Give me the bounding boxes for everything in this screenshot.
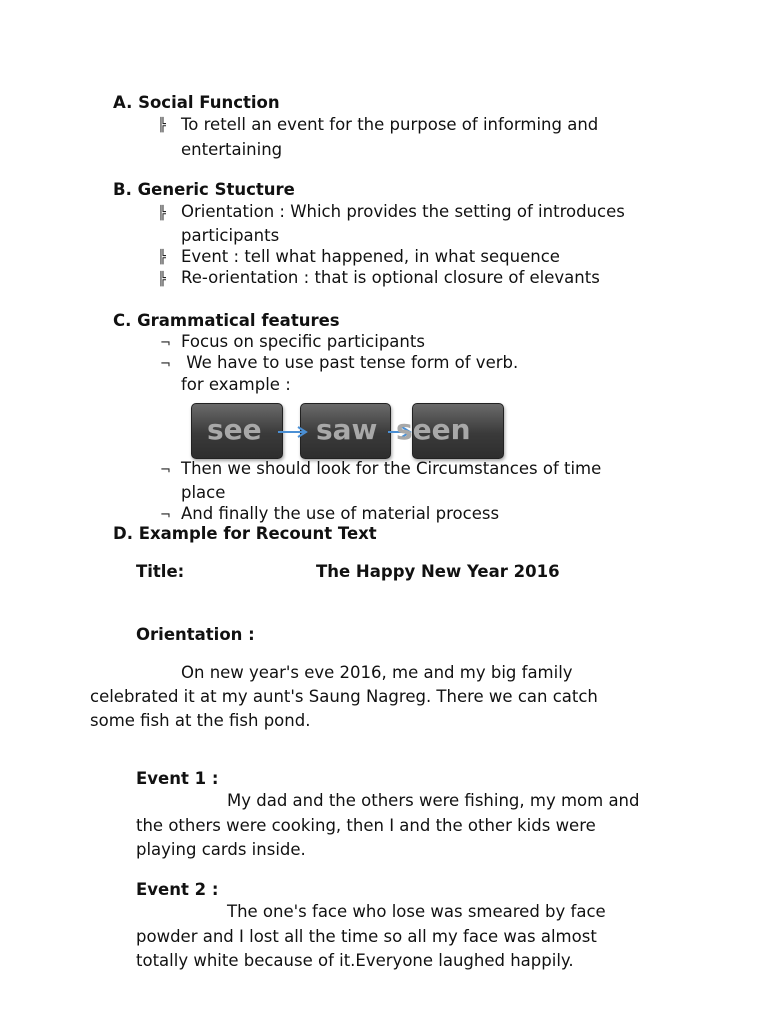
event-1-line-3: playing cards inside.: [136, 840, 306, 859]
right-arrow-icon: [276, 424, 312, 440]
arrow-bullet-icon: ╠: [158, 272, 166, 287]
event-1-line-2: the others were cooking, then I and the other kids were: [136, 816, 596, 835]
event-1-line-1: My dad and the others were fishing, my mom and: [227, 791, 640, 810]
section-b-bullet-1-line-2: participants: [181, 226, 280, 245]
event-1-label: Event 1 :: [136, 769, 219, 788]
corner-bullet-icon: ¬: [160, 463, 171, 478]
section-d-heading: D. Example for Recount Text: [113, 524, 377, 543]
verb-saw: saw: [316, 413, 378, 446]
arrow-bullet-icon: ╠: [158, 250, 166, 265]
event-2-line-2: powder and I lost all the time so all my face was almost: [136, 927, 597, 946]
corner-bullet-icon: ¬: [160, 508, 171, 523]
verb-seen: seen: [396, 413, 471, 446]
event-2-line-3: totally white because of it.Everyone laughed happily.: [136, 951, 574, 970]
recount-title: The Happy New Year 2016: [316, 562, 560, 581]
section-a-bullet-1-line-1: To retell an event for the purpose of informing and: [181, 115, 599, 134]
corner-bullet-icon: ¬: [160, 357, 171, 372]
section-b-heading: B. Generic Stucture: [113, 180, 295, 199]
section-c-bullet-2-line-2: for example :: [181, 375, 291, 394]
orientation-line-3: some fish at the fish pond.: [90, 711, 311, 730]
corner-bullet-icon: ¬: [160, 336, 171, 351]
section-a-bullet-1-line-2: entertaining: [181, 140, 283, 159]
title-label: Title:: [136, 562, 185, 581]
section-c-bullet-3-line-2: place: [181, 483, 226, 502]
orientation-line-2: celebrated it at my aunt's Saung Nagreg. There we can catch: [90, 687, 598, 706]
verb-see: see: [207, 413, 262, 446]
orientation-label: Orientation :: [136, 625, 255, 644]
section-a-heading: A. Social Function: [113, 93, 280, 112]
section-c-bullet-4: And finally the use of material process: [181, 504, 500, 523]
arrow-bullet-icon: ╠: [158, 118, 166, 133]
event-2-label: Event 2 :: [136, 880, 219, 899]
event-2-line-1: The one's face who lose was smeared by face: [227, 902, 606, 921]
orientation-line-1: On new year's eve 2016, me and my big family: [181, 663, 573, 682]
section-b-bullet-3: Re-orientation : that is optional closure of elevants: [181, 268, 600, 287]
arrow-bullet-icon: ╠: [158, 206, 166, 221]
section-c-bullet-1: Focus on specific participants: [181, 332, 425, 351]
section-c-bullet-3-line-1: Then we should look for the Circumstances of time: [181, 459, 602, 478]
section-c-bullet-2-line-1: We have to use past tense form of verb.: [181, 353, 519, 372]
section-b-bullet-1-line-1: Orientation : Which provides the setting of introduces: [181, 202, 625, 221]
section-b-bullet-2: Event : tell what happened, in what sequence: [181, 247, 560, 266]
section-c-heading: C. Grammatical features: [113, 311, 340, 330]
